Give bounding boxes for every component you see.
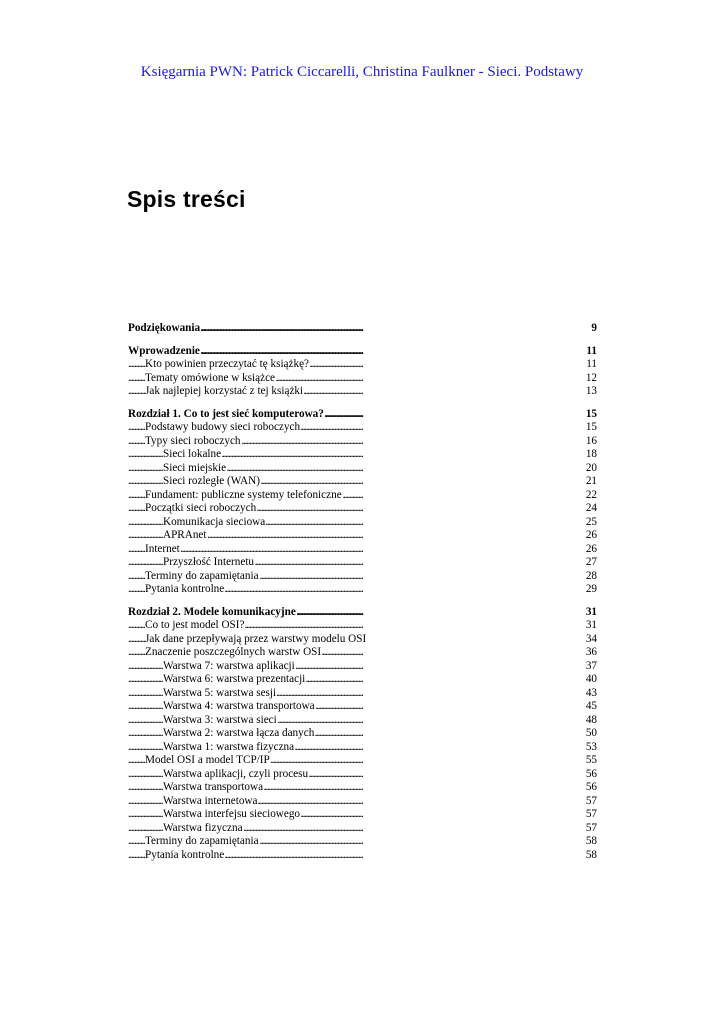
toc-entry-label: Co to jest model OSI? [145, 619, 245, 631]
toc-page-number: 15 [585, 421, 597, 433]
toc-page-number: 36 [585, 646, 597, 658]
toc-chapter-entry[interactable] [128, 606, 597, 620]
toc-chapter-entry[interactable] [128, 408, 597, 422]
toc-entry-label: Sieci rozległe (WAN) [163, 475, 260, 487]
toc-page-number: 57 [585, 808, 597, 820]
toc-section-entry[interactable] [128, 768, 597, 782]
toc-section-entry[interactable] [128, 489, 597, 503]
toc-entry-label: Warstwa 1: warstwa fizyczna [163, 740, 295, 753]
toc-entry-label: Warstwa 6: warstwa prezentacji [163, 673, 306, 685]
toc-entry-label: Warstwa 4: warstwa transportowa [163, 700, 315, 712]
toc-chapter-entry[interactable] [128, 322, 597, 336]
toc-page-number: 50 [585, 727, 597, 739]
toc-entry-label: Sieci miejskie [163, 461, 227, 474]
toc-section-entry[interactable] [128, 385, 597, 399]
toc-page-number: 20 [585, 461, 597, 474]
toc-section-entry[interactable] [128, 556, 597, 570]
toc-entry-label: Tematy omówione w książce [145, 371, 276, 384]
toc-section-entry[interactable] [128, 502, 597, 516]
toc-section-entry[interactable] [128, 660, 597, 674]
toc-entry-label: Warstwa 3: warstwa sieci [163, 713, 277, 726]
toc-entry-label: Warstwa aplikacji, czyli procesu [163, 767, 309, 780]
toc-section-entry[interactable] [128, 673, 597, 687]
toc-page-number: 11 [586, 344, 597, 357]
toc-entry-label: Terminy do zapamiętania [145, 569, 259, 582]
toc-entry-label: Kto powinien przeczytać tę książkę? [145, 358, 310, 370]
toc-entry-label: Rozdział 2. Modele komunikacyjne [128, 605, 296, 618]
toc-section-entry[interactable] [128, 448, 597, 462]
toc-section-entry[interactable] [128, 700, 597, 714]
toc-page-number: 15 [585, 407, 597, 420]
toc-entry-label: Warstwa 5: warstwa sesji [163, 686, 277, 699]
toc-page-number: 27 [585, 556, 597, 568]
toc-entry-label: Pytania kontrolne [145, 848, 225, 861]
toc-page-number: 26 [585, 529, 597, 541]
toc-section-entry[interactable] [128, 543, 597, 557]
toc-section-entry[interactable] [128, 741, 597, 755]
toc-entry-label: Pytania kontrolne [145, 583, 225, 595]
toc-entry-label: Komunikacja sieciowa [163, 515, 266, 528]
toc-page-number: 22 [585, 488, 597, 501]
toc-entry-label: Jak najlepiej korzystać z tej książki [145, 385, 304, 397]
toc-entry-label: Sieci lokalne [163, 448, 222, 460]
toc-entry-label: Warstwa 2: warstwa łącza danych [163, 727, 315, 739]
toc-section-entry[interactable] [128, 529, 597, 543]
toc-section-entry[interactable] [128, 435, 597, 449]
toc-section-entry[interactable] [128, 570, 597, 584]
toc-page-number: 9 [591, 322, 597, 334]
toc-page-number: 34 [585, 632, 597, 645]
toc-page-number: 48 [585, 713, 597, 726]
toc-page-number: 40 [585, 673, 597, 685]
toc-page-number: 28 [585, 569, 597, 582]
toc-section-entry[interactable] [128, 714, 597, 728]
toc-entry-label: Warstwa fizyczna [163, 821, 243, 834]
toc-section-entry[interactable] [128, 727, 597, 741]
page-title: Spis treści [127, 186, 246, 212]
toc-page-number: 13 [585, 385, 597, 397]
toc-entry-label: Rozdział 1. Co to jest sieć komputerowa? [128, 407, 324, 420]
toc-section-entry[interactable] [128, 358, 597, 372]
toc-section-entry[interactable] [128, 687, 597, 701]
toc-section-entry[interactable] [128, 849, 597, 863]
toc-page-number: 29 [585, 583, 597, 595]
toc-entry-label: Warstwa interfejsu sieciowego [163, 808, 301, 820]
toc-section-entry[interactable] [128, 516, 597, 530]
toc-section-entry[interactable] [128, 372, 597, 386]
toc-section-entry[interactable] [128, 462, 597, 476]
toc-section-entry[interactable] [128, 583, 597, 597]
toc-entry-label: Jak dane przepływają przez warstwy modelu OSI [145, 632, 367, 645]
toc-entry-label: Warstwa internetowa [163, 794, 258, 807]
toc-page-number: 24 [585, 502, 597, 514]
toc-page-number: 45 [585, 700, 597, 712]
toc-section-entry[interactable] [128, 633, 597, 647]
toc-entry-label: Internet [145, 542, 180, 555]
toc-entry-label: Przyszłość Internetu [163, 556, 255, 568]
toc-page-number: 53 [585, 740, 597, 753]
toc-entry-label: Podstawy budowy sieci roboczych [145, 421, 301, 433]
toc-section-entry[interactable] [128, 619, 597, 633]
toc-entry-label: Wprowadzenie [128, 344, 200, 357]
toc-page-number: 55 [585, 754, 597, 766]
toc-page-number: 18 [585, 448, 597, 460]
toc-entry-label: Warstwa 7: warstwa aplikacji [163, 659, 295, 672]
toc-page-number: 31 [585, 605, 597, 618]
toc-page-number: 58 [585, 835, 597, 847]
toc-entry-label: Znaczenie poszczególnych warstw OSI [145, 646, 322, 658]
toc-section-entry[interactable] [128, 646, 597, 660]
toc-section-entry[interactable] [128, 822, 597, 836]
toc-section-entry[interactable] [128, 475, 597, 489]
table-of-contents [128, 322, 597, 862]
toc-section-entry[interactable] [128, 808, 597, 822]
toc-section-entry[interactable] [128, 781, 597, 795]
toc-section-entry[interactable] [128, 795, 597, 809]
toc-chapter-entry[interactable] [128, 345, 597, 359]
toc-entry-label: Podziękowania [128, 322, 201, 334]
toc-section-entry[interactable] [128, 421, 597, 435]
page-header[interactable]: Księgarnia PWN: Patrick Ciccarelli, Christina Faulkner - Sieci. Podstawy [140, 64, 584, 80]
toc-entry-label: Fundament: publiczne systemy telefoniczne [145, 488, 342, 501]
toc-page-number: 57 [585, 821, 597, 834]
toc-page-number: 43 [585, 686, 597, 699]
toc-page-number: 56 [585, 767, 597, 780]
toc-page-number: 16 [585, 434, 597, 447]
toc-entry-label: Początki sieci roboczych [145, 502, 257, 514]
toc-entry-label: Model OSI a model TCP/IP [145, 754, 270, 766]
toc-page-number: 37 [585, 659, 597, 672]
toc-page-number: 57 [585, 794, 597, 807]
toc-section-entry[interactable] [128, 835, 597, 849]
toc-page-number: 21 [585, 475, 597, 487]
toc-page-number: 31 [585, 619, 597, 631]
toc-entry-label: Terminy do zapamiętania [145, 835, 259, 847]
toc-entry-label: APRAnet [163, 529, 207, 541]
toc-entry-label: Warstwa transportowa [163, 781, 264, 793]
toc-section-entry[interactable] [128, 754, 597, 768]
toc-page-number: 11 [586, 358, 597, 370]
toc-page-number: 58 [585, 848, 597, 861]
toc-page-number: 26 [585, 542, 597, 555]
toc-page-number: 25 [585, 515, 597, 528]
toc-page-number: 56 [585, 781, 597, 793]
toc-page-number: 12 [585, 371, 597, 384]
toc-entry-label: Typy sieci roboczych [145, 434, 241, 447]
